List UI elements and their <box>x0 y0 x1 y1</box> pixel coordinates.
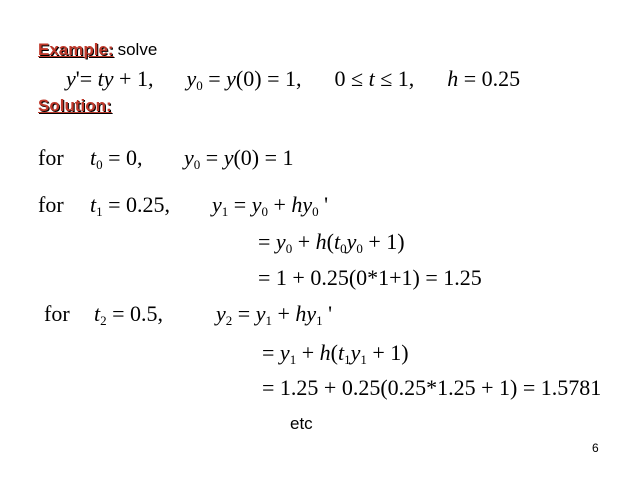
step-0-t: $t_0 = 0$, <box>90 145 143 172</box>
for-word: for <box>38 145 64 170</box>
step-0-y: $y_0 = y(0) = 1$ <box>184 145 294 172</box>
step-2-y: $y_2 = y_1 + hy_1$ ' <box>216 301 333 328</box>
step-1-t: $t_1 = 0.25$, <box>90 192 171 219</box>
page-number: 6 <box>592 441 599 455</box>
step-2-cont1: = $y_1 + h(t_1y_1 + 1)$ <box>262 340 409 367</box>
example-text: solve <box>117 40 158 59</box>
step-2-t: $t_2 = 0.5$, <box>94 301 164 328</box>
step-2 <box>44 301 70 327</box>
step-1-y: $y_1 = y_0 + hy_0$ ' <box>212 192 329 219</box>
step-1-result: = 1 + 0.25(0*1+1) = 1.25 <box>258 265 482 290</box>
example-line <box>38 40 157 60</box>
etc-text: etc <box>290 414 313 433</box>
solution-label: Solution: <box>38 96 112 115</box>
step-2-result: = 1.25 + 0.25(0.25*1.25 + 1) = 1.5781 <box>262 375 602 400</box>
step-1-cont2 <box>258 265 482 291</box>
example-label: Example: <box>38 40 114 59</box>
step-1-cont1: = $y_0 + h(t_0y_0 + 1)$ <box>258 229 405 256</box>
step-2-cont2 <box>262 375 601 401</box>
for-word: for <box>44 301 70 326</box>
for-word: for <box>38 192 64 217</box>
solution-label-wrap <box>38 96 112 116</box>
step-0 <box>38 145 64 171</box>
step-1 <box>38 192 64 218</box>
problem-statement: y'= ty + 1, $y_0 = y(0) = 1$, 0 ≤ t ≤ 1, h = 0.25 <box>66 66 521 93</box>
